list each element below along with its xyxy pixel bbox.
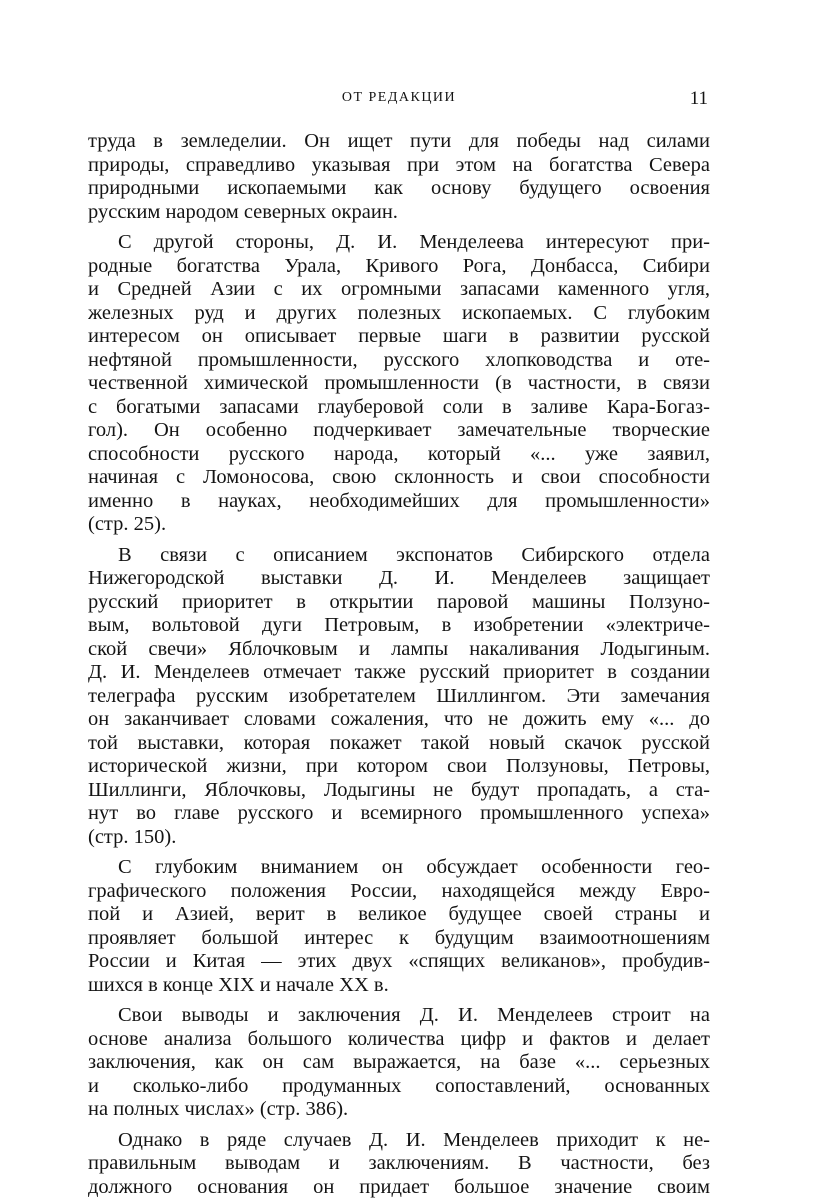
paragraph: [88, 1004, 710, 1122]
text-line: В связи с описанием экспонатов Сибирского отдела: [88, 544, 710, 568]
text-line: интересом он описывает первые шаги в развитии русской: [88, 325, 710, 349]
paragraph: [88, 130, 710, 224]
text-line: Свои выводы и заключения Д. И. Менделеев строит на: [88, 1004, 710, 1028]
text-line: Д. И. Менделеев отмечает также русский приоритет в создании: [88, 661, 710, 685]
text-line: железных руд и других полезных ископаемых. С глубоким: [88, 302, 710, 326]
text-line: проявляет большой интерес к будущим взаимоотношениям: [88, 927, 710, 951]
text-line: труда в земледелии. Он ищет пути для победы над силами: [88, 130, 710, 154]
text-line: он заканчивает словами сожаления, что не дожить ему «... до: [88, 708, 710, 732]
running-title: ОТ РЕДАКЦИИ: [88, 90, 710, 106]
text-line: С глубоким вниманием он обсуждает особенности гео-: [88, 856, 710, 880]
text-line: начиная с Ломоносова, свою склонность и свои способности: [88, 466, 710, 490]
text-line: С другой стороны, Д. И. Менделеева интересуют при-: [88, 231, 710, 255]
text-line: и сколько-либо продуманных сопоставлений, основанных: [88, 1075, 710, 1099]
text-line: заключения, как он сам выражается, на базе «... серьезных: [88, 1051, 710, 1075]
text-line: пой и Азией, верит в великое будущее своей страны и: [88, 903, 710, 927]
text-line: нефтяной промышленности, русского хлопководства и оте-: [88, 349, 710, 373]
text-line: Однако в ряде случаев Д. И. Менделеев приходит к не-: [88, 1129, 710, 1153]
text-line: нут во главе русского и всемирного промышленного успеха»: [88, 802, 710, 826]
body-text: [88, 130, 710, 1199]
text-line: гол). Он особенно подчеркивает замечательные творческие: [88, 419, 710, 443]
text-line: русским народом северных окраин.: [88, 201, 710, 225]
paragraph: [88, 1129, 710, 1199]
text-line: Нижегородской выставки Д. И. Менделеев защищает: [88, 567, 710, 591]
text-line: той выставки, которая покажет такой новый скачок русской: [88, 732, 710, 756]
text-line: на полных числах» (стр. 386).: [88, 1098, 710, 1122]
text-line: вым, вольтовой дуги Петровым, в изобретении «электриче-: [88, 614, 710, 638]
text-line: именно в науках, необходимейших для промышленности»: [88, 490, 710, 514]
text-line: России и Китая — этих двух «спящих великанов», пробудив-: [88, 950, 710, 974]
text-line: и Средней Азии с их огромными запасами каменного угля,: [88, 278, 710, 302]
text-line: русский приоритет в открытии паровой машины Ползуно-: [88, 591, 710, 615]
text-line: телеграфа русским изобретателем Шиллингом. Эти замечания: [88, 685, 710, 709]
page-number: 11: [690, 88, 708, 110]
text-line: родные богатства Урала, Кривого Рога, Донбасса, Сибири: [88, 255, 710, 279]
text-line: (стр. 150).: [88, 826, 710, 850]
text-line: должного основания он придает большое значение своим: [88, 1176, 710, 1199]
text-line: (стр. 25).: [88, 513, 710, 537]
text-line: основе анализа большого количества цифр и фактов и делает: [88, 1028, 710, 1052]
text-line: шихся в конце XIX и начале XX в.: [88, 974, 710, 998]
text-line: природы, справедливо указывая при этом на богатства Севера: [88, 154, 710, 178]
paragraph: [88, 231, 710, 537]
paragraph: [88, 544, 710, 850]
text-line: правильным выводам и заключениям. В частности, без: [88, 1152, 710, 1176]
running-head: [88, 88, 710, 114]
text-line: с богатыми запасами глауберовой соли в заливе Кара-Богаз-: [88, 396, 710, 420]
text-line: природными ископаемыми как основу будущего освоения: [88, 177, 710, 201]
text-line: Шиллинги, Яблочковы, Лодыгины не будут пропадать, а ста-: [88, 779, 710, 803]
text-line: графического положения России, находящейся между Евро-: [88, 880, 710, 904]
text-line: ской свечи» Яблочковым и лампы накаливания Лодыгиным.: [88, 638, 710, 662]
paragraph: [88, 856, 710, 997]
text-line: способности русского народа, который «... уже заявил,: [88, 443, 710, 467]
text-line: исторической жизни, при котором свои Ползуновы, Петровы,: [88, 755, 710, 779]
text-line: чественной химической промышленности (в частности, в связи: [88, 372, 710, 396]
